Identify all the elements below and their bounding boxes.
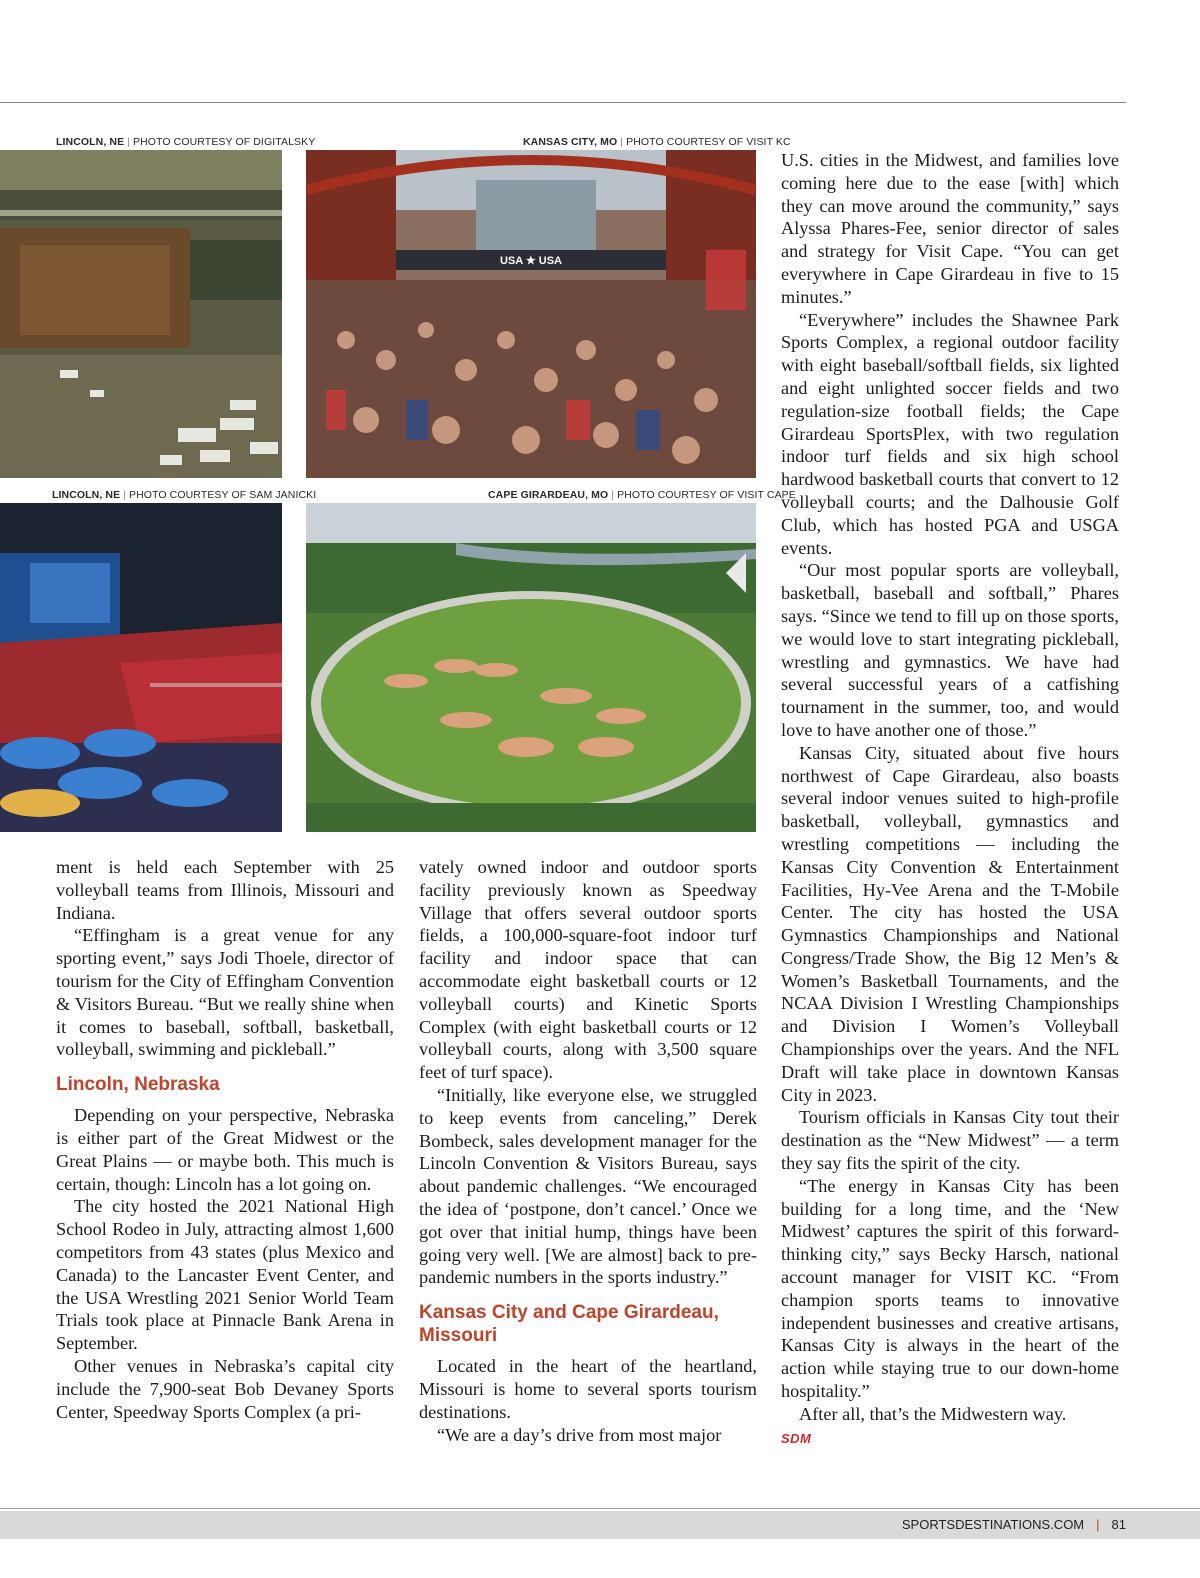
- col3-paragraph-3: “Our most popular sports are volleyball, basketball, baseball and softball,” Phares says. “Since we tend to fill up on those sports, we would love to start integrating pickleball, wrestling and gymnastics. We have had several successful years of a catfishing tournament in the summer, too, and would love to have another one of those.”: [781, 560, 1119, 740]
- photo-cape-girardeau-complex: [306, 503, 756, 832]
- col1-paragraph-3: Depending on your perspective, Nebraska is either part of the Great Midwest or the Great Plains — or maybe both. This much is certain, though: Lincoln has a lot going on.: [56, 1105, 394, 1194]
- article-column-2: [419, 856, 757, 1446]
- col1-paragraph-4: The city hosted the 2021 National High School Rodeo in July, attracting almost 1,600 competitors from 43 states (plus Mexico and Canada) to the Lancaster Event Center, and the USA Wrestling 2021 Senior World Team Trials took place at Pinnacle Bank Arena in September.: [56, 1196, 394, 1354]
- photo-lincoln-rodeo: [0, 150, 282, 478]
- col1-paragraph-2: “Effingham is a great venue for any sporting event,” says Jodi Thoele, director of tourism for the City of Effingham Convention & Visitors Bureau. “But we really shine when it comes to baseball, softball, basketball, volleyball, swimming and pickleball.”: [56, 925, 394, 1060]
- col2-paragraph-3: Located in the heart of the heartland, Missouri is home to several sports tourism destinations.: [419, 1356, 757, 1422]
- footer-rule: [0, 1508, 1200, 1509]
- photo-lincoln-arena: [0, 503, 282, 832]
- col3-paragraph-7: After all, that’s the Midwestern way.: [799, 1403, 1067, 1424]
- col3-paragraph-4: Kansas City, situated about five hours northwest of Cape Girardeau, also boasts several indoor venues suited to high-profile basketball, volleyball, gymnastics and wrestling competitions — including the Kansas City Convention & Entertainment Facilities, Hy-Vee Arena and the T-Mobile Center. The city has hosted the USA Gymnastics Championships and National Congress/Trade Show, the Big 12 Men’s & Women’s Basketball Tournaments, and the NCAA Division I Wrestling Championships and Division I Women’s Volleyball Championships over the years. And the NFL Draft will take place in downtown Kansas City in 2023.: [781, 742, 1119, 1105]
- col3-paragraph-2: “Everywhere” includes the Shawnee Park Sports Complex, a regional outdoor facility with eight baseball/softball fields, six lighted and eight unlighted soccer fields and two regulation-size football fields; the Cape Girardeau SportsPlex, with two regulation indoor turf fields and six high school hardwood basketball courts that convert to 12 volleyball courts; and the Dalhousie Golf Club, which has hosted PGA and USGA events.: [781, 309, 1119, 558]
- sdm-end-logo: SDM: [781, 1430, 812, 1446]
- col2-paragraph-4: “We are a day’s drive from most major: [437, 1424, 722, 1445]
- caption-cape-girardeau: CAPE GIRARDEAU, MO | PHOTO COURTESY OF VISIT CAPE: [488, 489, 796, 501]
- footer-site: SPORTSDESTINATIONS.COM: [901, 1517, 1085, 1532]
- col1-paragraph-1: ment is held each September with 25 volleyball teams from Illinois, Missouri and Indiana.: [56, 857, 394, 923]
- photo-kansas-city-crowd: [306, 150, 756, 478]
- col3-paragraph-6: “The energy in Kansas City has been building for a long time, and the ‘New Midwest’ captures the spirit of this forward-thinking city,” says Becky Harsch, national account manager for VISIT KC. “From champion sports teams to innovative independent businesses and creative artisans, Kansas City is always in the heart of the action while staying true to our down-home hospitality.”: [781, 1175, 1119, 1402]
- article-column-1: [56, 856, 394, 1423]
- footer: SPORTSDESTINATIONS.COM | 81: [901, 1517, 1126, 1532]
- caption-kansas-city: KANSAS CITY, MO | PHOTO COURTESY OF VISIT KC: [523, 136, 791, 148]
- top-rule: [0, 102, 1126, 103]
- section-heading-kansas-city-cape: Kansas City and Cape Girardeau, Missouri: [419, 1302, 719, 1347]
- col1-paragraph-5: Other venues in Nebraska’s capital city include the 7,900-seat Bob Devaney Sports Center, Speedway Sports Complex (a pri-: [56, 1355, 394, 1422]
- article-column-3: [781, 149, 1119, 1450]
- col2-paragraph-2: “Initially, like everyone else, we struggled to keep events from canceling,” Derek Bombeck, sales development manager for the Lincoln Convention & Visitors Bureau, says about pandemic challenges. “We encouraged the idea of ‘postpone, don’t cancel.’ Once we got over that initial hump, things have been going very well. [We are almost] back to pre-pandemic numbers in the sports industry.”: [419, 1084, 757, 1288]
- col2-paragraph-1: vately owned indoor and outdoor sports facility previously known as Speedway Village that offers several outdoor sports fields, a 100,000-square-foot indoor turf facility and indoor space that can accommodate eight basketball courts or 12 volleyball courts) and Kinetic Sports Complex (with eight basketball courts or 12 volleyball courts, along with 3,500 square feet of turf space).: [419, 857, 757, 1083]
- col3-paragraph-5: Tourism officials in Kansas City tout their destination as the “New Midwest” — a term they say fits the spirit of the city.: [781, 1107, 1119, 1174]
- section-heading-lincoln: Lincoln, Nebraska: [56, 1074, 220, 1096]
- caption-lincoln-2: LINCOLN, NE | PHOTO COURTESY OF SAM JANICKI: [52, 489, 317, 501]
- col3-paragraph-1: U.S. cities in the Midwest, and families love coming here due to the ease [with] which they can move around the community,” says Alyssa Phares-Fee, senior director of sales and strategy for Visit Cape. “You can get everywhere in Cape Girardeau in five to 15 minutes.”: [781, 150, 1119, 307]
- photo-banner-text: USA ★ USA: [499, 255, 563, 267]
- caption-lincoln-1: LINCOLN, NE | PHOTO COURTESY OF DIGITALSKY: [56, 136, 316, 148]
- page-number: 81: [1111, 1517, 1126, 1532]
